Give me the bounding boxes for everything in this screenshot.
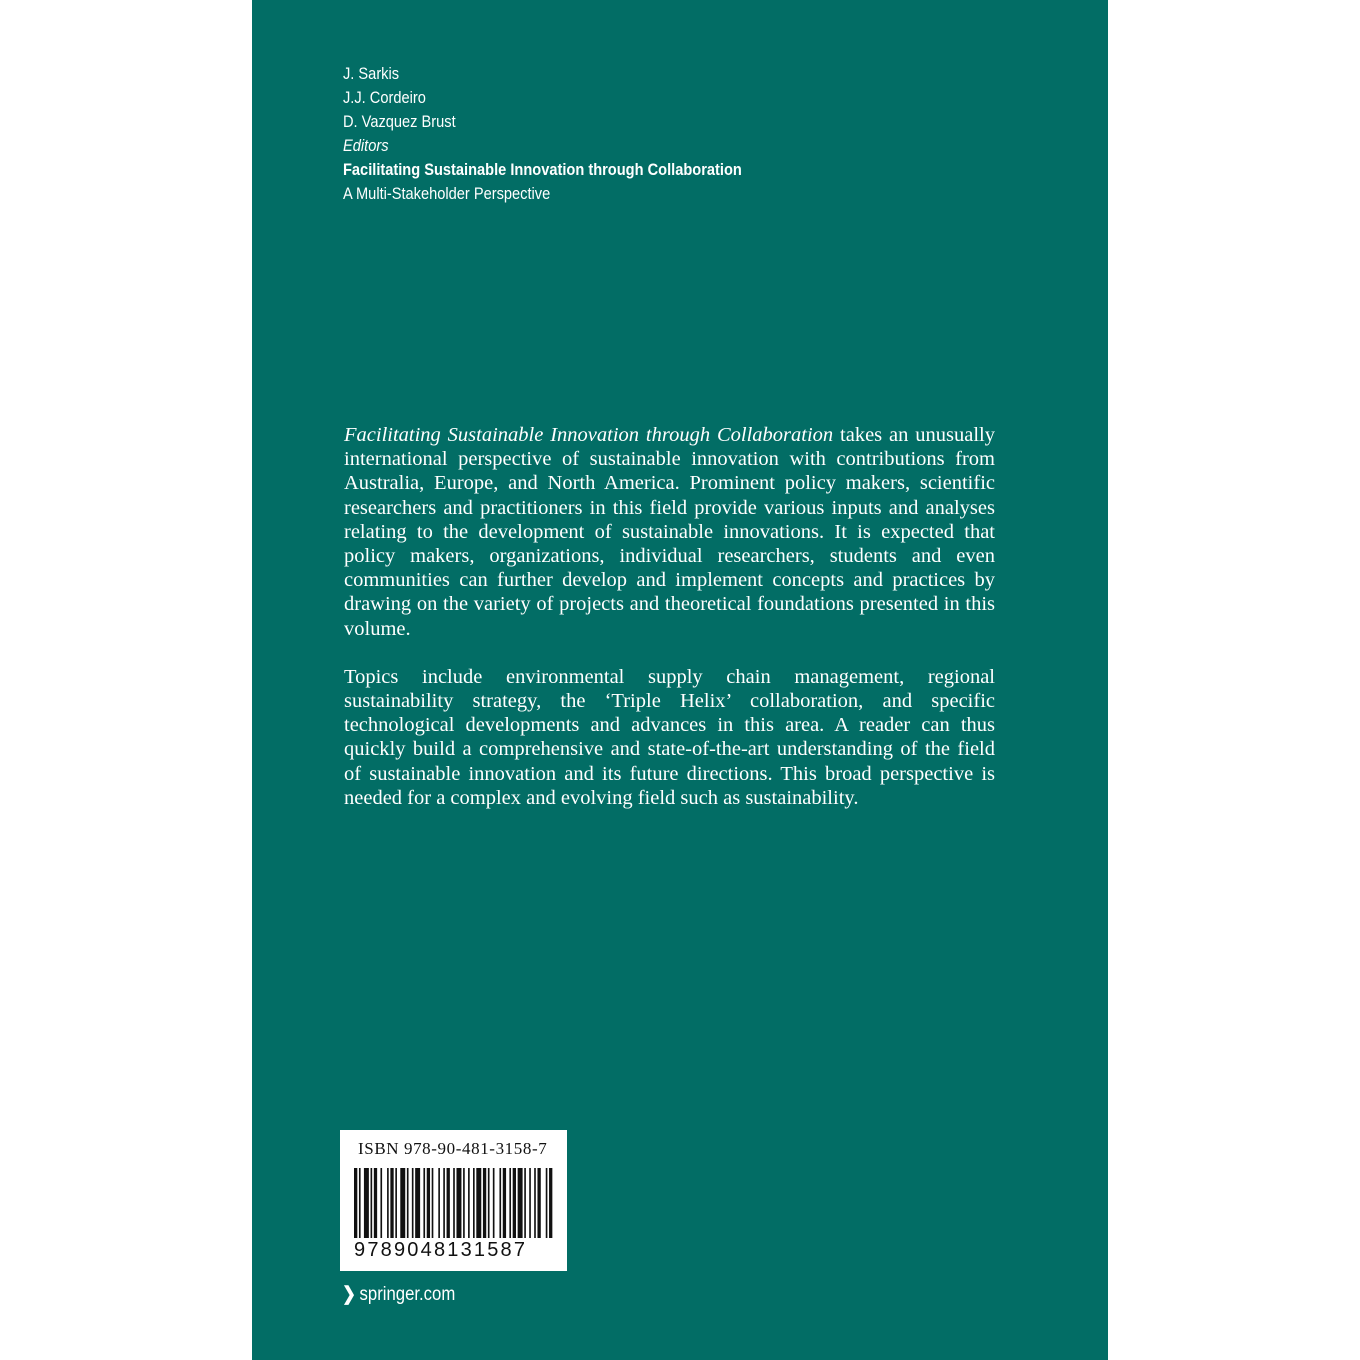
publisher-website[interactable] [342,1283,455,1306]
description-paragraph-1 [344,423,995,641]
editor-name: J. Sarkis [343,64,400,83]
book-back-cover [252,0,1108,1360]
website-link[interactable]: springer.com [359,1284,456,1305]
chevron-right-icon: ❯ [342,1284,357,1305]
description-paragraph-2: Topics include environmental supply chain management, regional sustainability strategy, the ‘Triple Helix’ collaboration, and specific technological developments and advances in this area. A reader can thus quickly build a comprehensive and state-of-the-art understanding of the field of sustainable innovation and its future directions. This broad perspective is needed for a complex and evolving field such as sustainability. [344,665,995,809]
isbn-barcode-box [340,1130,567,1271]
barcode-digits: 9789048131587 [354,1239,528,1261]
editor-name: J.J. Cordeiro [343,88,426,107]
isbn-label: ISBN 978-90-481-3158-7 [358,1139,548,1158]
editor-name: D. Vazquez Brust [343,112,456,131]
barcode-icon [354,1168,554,1238]
book-description [344,423,995,810]
cover-header [343,62,742,206]
book-subtitle: A Multi-Stakeholder Perspective [343,184,551,203]
description-text: takes an unusually international perspective of sustainable innovation with contributions from Australia, Europe, and North America. Prominent policy makers, scientific researchers and practitioners in this field provide various inputs and analyses relating to the development of sustainable innovations. It is expected that policy makers, organizations, individual researchers, students and even communities can further develop and implement concepts and practices by drawing on the variety of projects and theoretical foundations presented in this volume. [344,424,995,640]
editors-label: Editors [343,136,389,155]
book-title: Facilitating Sustainable Innovation through Collaboration [343,160,742,179]
description-lead-title: Facilitating Sustainable Innovation through Collaboration [344,424,834,446]
